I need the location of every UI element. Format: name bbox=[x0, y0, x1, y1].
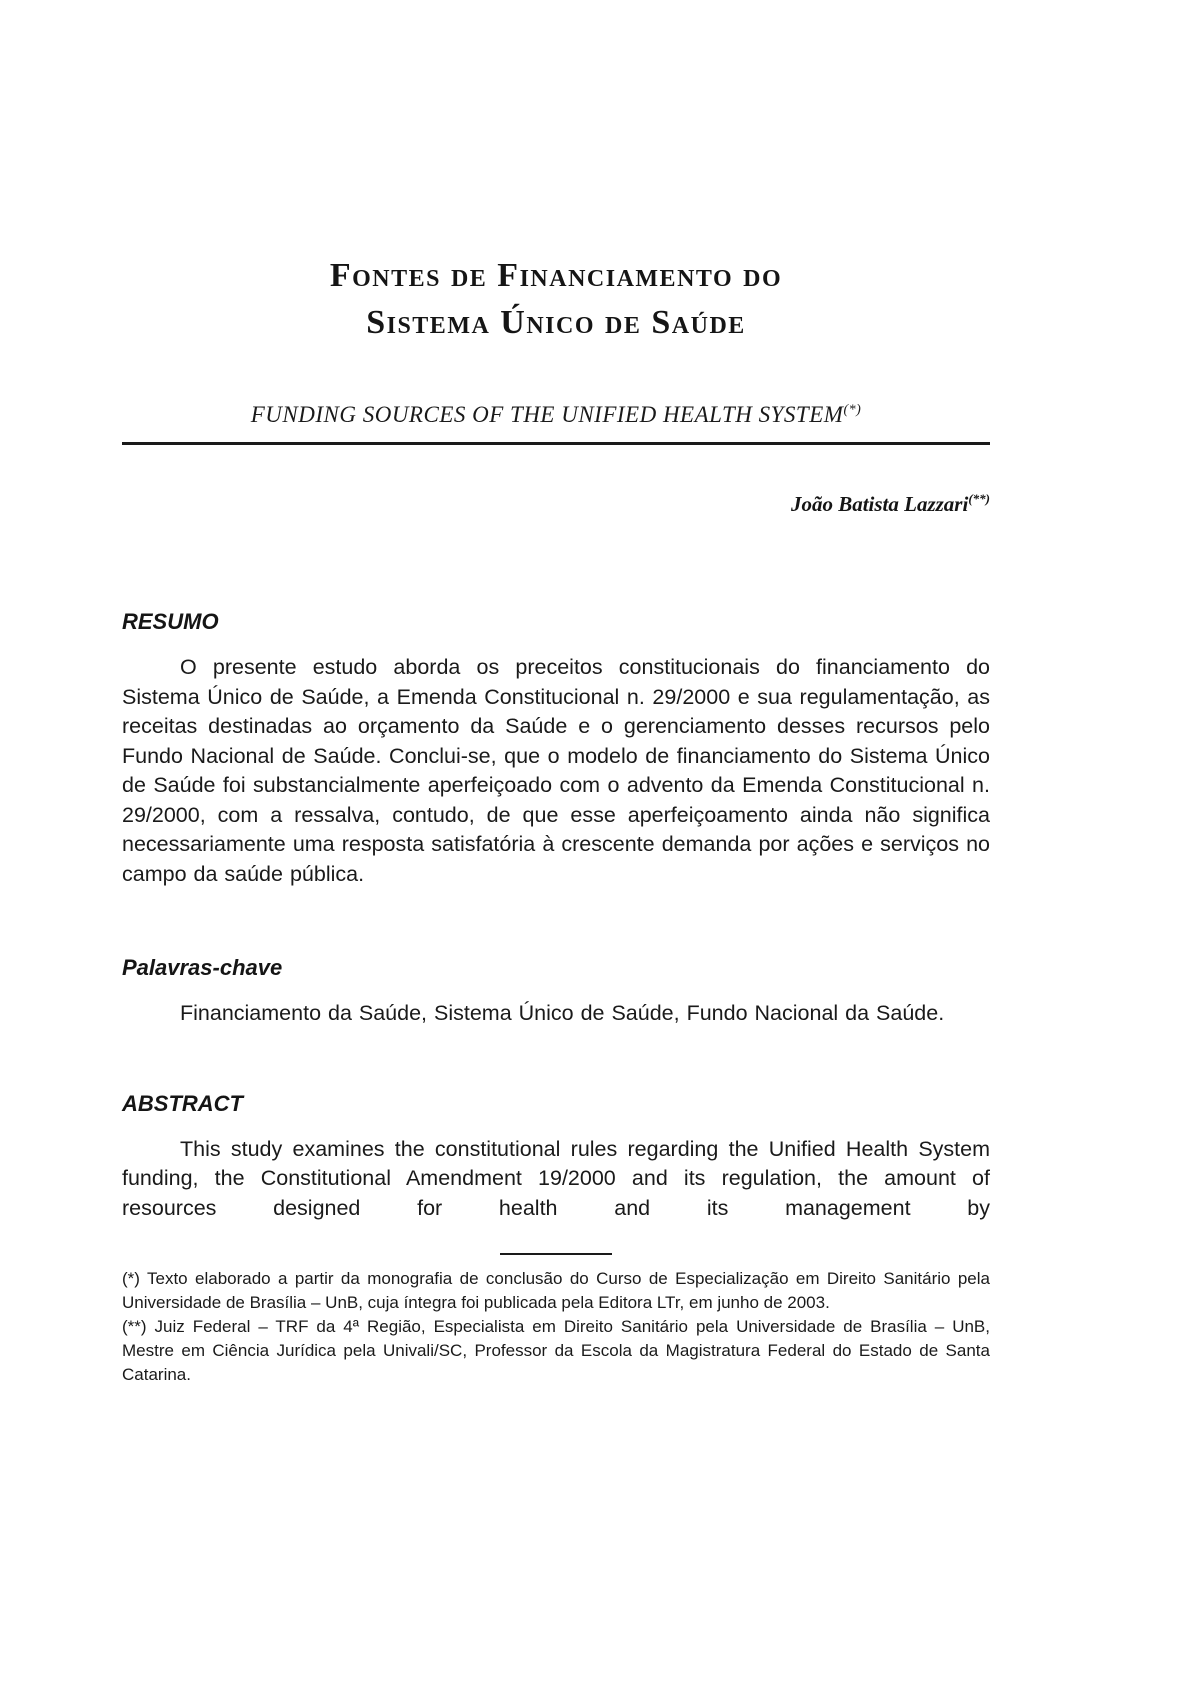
author-footnote-ref: (**) bbox=[968, 491, 990, 506]
subtitle-divider-rule bbox=[122, 442, 990, 445]
footnote-separator-rule bbox=[500, 1253, 612, 1255]
article-title-line2: Sistema Único de Saúde bbox=[366, 304, 746, 341]
abstract-paragraph: This study examines the constitutional rules regarding the Unified Health System funding, the Constitutional Amendment 19/2000 and its regulation, the amount of resources designed for health and its management by bbox=[122, 1136, 990, 1220]
footnotes-block bbox=[122, 1267, 990, 1387]
article-subtitle bbox=[122, 402, 990, 428]
palavras-chave-paragraph: Financiamento da Saúde, Sistema Único de Saúde, Fundo Nacional da Saúde. bbox=[180, 1001, 945, 1025]
heading-abstract: ABSTRACT bbox=[122, 1090, 243, 1116]
heading-palavras-chave: Palavras-chave bbox=[122, 955, 283, 980]
subtitle-footnote-ref: (*) bbox=[843, 402, 862, 418]
footnote-1: (*) Texto elaborado a partir da monografia de conclusão do Curso de Especialização em Direito Sanitário pela Universidade de Brasília – UnB, cuja íntegra foi publicada pela Editora LTr, em junho de 2003. bbox=[122, 1269, 990, 1312]
author-byline bbox=[122, 491, 990, 517]
footnote-2: (**) Juiz Federal – TRF da 4ª Região, Especialista em Direito Sanitário pela Universidade de Brasília – UnB, Mestre em Ciência Jurídica pela Univali/SC, Professor da Escola da Magistratura Federal do Estado de Santa Catarina. bbox=[122, 1317, 990, 1384]
article-title-line1: Fontes de Financiamento do bbox=[329, 257, 783, 294]
resumo-paragraph: O presente estudo aborda os preceitos constitucionais do financiamento do Sistema Único de Saúde, a Emenda Constitucional n. 29/2000 e sua regulamentação, as receitas destinadas ao orçamento da Saúde e o gerenciamento desses recursos pelo Fundo Nacional de Saúde. Conclui-se, que o modelo de financiamento do Sistema Único de Saúde foi substancialmente aperfeiçoado com o advento da Emenda Constitucional n. 29/2000, com a ressalva, contudo, de que esse aperfeiçoamento ainda não significa necessariamente uma resposta satisfatória à crescente demanda por ações e serviços no campo da saúde pública. bbox=[122, 655, 990, 886]
heading-resumo: RESUMO bbox=[122, 609, 219, 634]
article-title bbox=[122, 252, 990, 346]
subtitle-text: FUNDING SOURCES OF THE UNIFIED HEALTH SYSTEM bbox=[250, 402, 844, 427]
author-name: João Batista Lazzari bbox=[790, 492, 969, 516]
